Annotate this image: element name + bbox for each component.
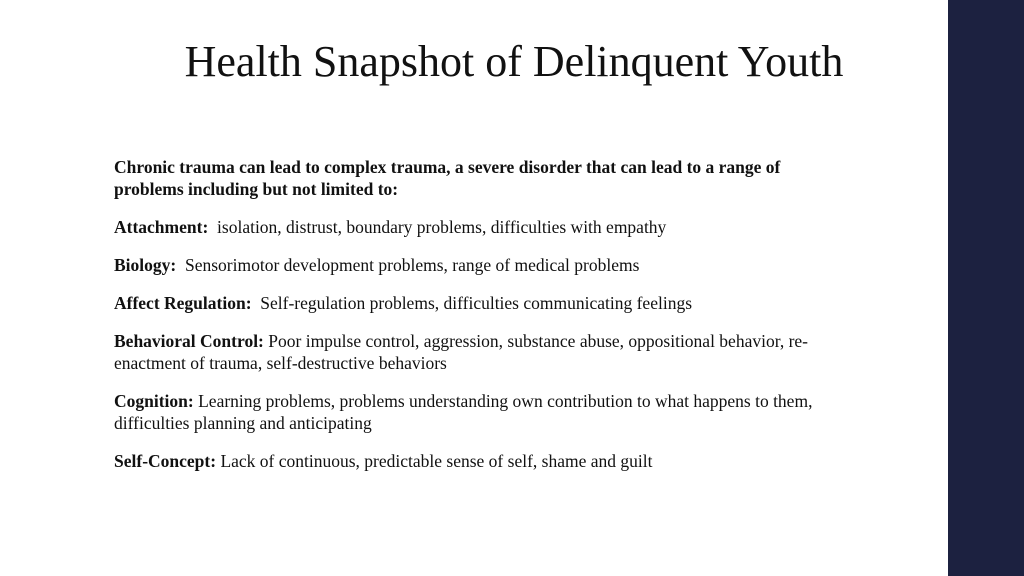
item-description: Self-regulation problems, difficulties communicating feelings xyxy=(255,293,693,313)
intro-paragraph: Chronic trauma can lead to complex trauma, a severe disorder that can lead to a range of problems including but not limited to: xyxy=(114,157,781,199)
side-accent-bar xyxy=(948,0,1024,576)
item-description: Sensorimotor development problems, range of medical problems xyxy=(180,255,640,275)
item-term: Attachment: xyxy=(114,217,209,237)
item-term: Behavioral Control: xyxy=(114,331,264,351)
list-item-affect-regulation xyxy=(114,292,829,314)
slide-body xyxy=(114,156,829,488)
list-item-self-concept xyxy=(114,450,829,472)
list-item-biology xyxy=(114,254,829,276)
list-item-attachment xyxy=(114,216,829,238)
item-description: Lack of continuous, predictable sense of self, shame and guilt xyxy=(220,451,653,471)
item-term: Self-Concept: xyxy=(114,451,217,471)
list-item-behavioral-control xyxy=(114,330,829,374)
item-term: Biology: xyxy=(114,255,177,275)
list-item-cognition xyxy=(114,390,829,434)
item-description: Learning problems, problems understanding own contribution to what happens to them, difficulties planning and anticipating xyxy=(114,391,813,433)
item-term: Cognition: xyxy=(114,391,194,411)
item-description: isolation, distrust, boundary problems, difficulties with empathy xyxy=(212,217,667,237)
item-description: Poor impulse control, aggression, substance abuse, oppositional behavior, re-enactment of trauma, self-destructive behaviors xyxy=(114,331,809,373)
slide-title: Health Snapshot of Delinquent Youth xyxy=(184,37,844,86)
item-term: Affect Regulation: xyxy=(114,293,252,313)
